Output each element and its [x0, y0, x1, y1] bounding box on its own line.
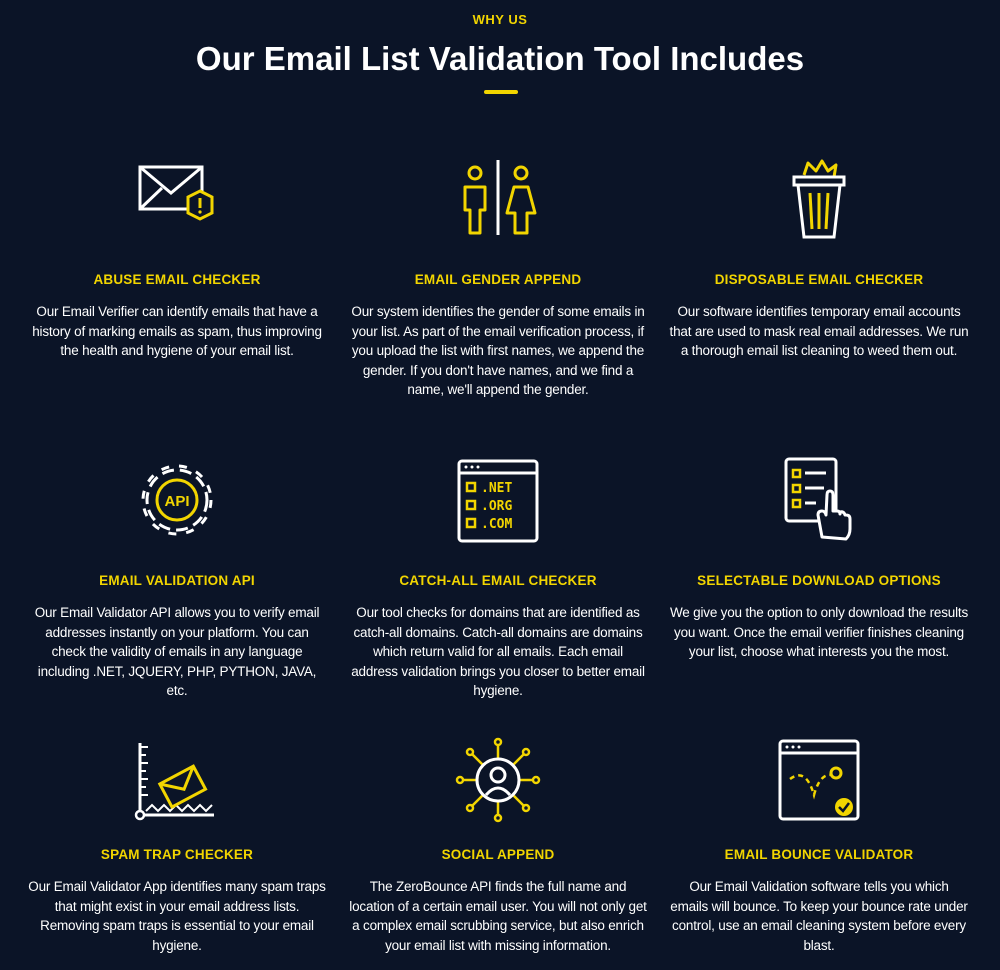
svg-text:API: API	[164, 493, 190, 510]
feature-card-gender	[333, 155, 663, 400]
domain-label: .NET	[481, 481, 513, 496]
feature-title: EMAIL GENDER APPEND	[414, 272, 582, 287]
feature-description: Our Email Validation software tells you which emails will bounce. To keep your bounce rate under control, use an email cleaning system before every blast.	[670, 879, 968, 953]
section-title: Our Email List Validation Tool Includes	[195, 40, 805, 77]
feature-description: Our system identifies the gender of some emails in your list. As part of the email verification process, if you upload the list with first names, we append the gender. If you don't have names, and we find a name, we'll append the gender.	[351, 304, 645, 397]
bounce-browser-icon	[774, 735, 864, 825]
feature-title: SELECTABLE DOWNLOAD OPTIONS	[697, 573, 941, 588]
feature-description: Our software identifies temporary email accounts that are used to mask real email addresses. We run a thorough email list cleaning to weed them out.	[669, 304, 969, 358]
domain-label: .ORG	[481, 499, 513, 514]
feature-title: EMAIL VALIDATION API	[99, 573, 255, 588]
trash-bin-icon	[774, 155, 864, 245]
feature-card-download	[654, 455, 984, 662]
feature-title: SPAM TRAP CHECKER	[100, 847, 254, 862]
spam-trap-icon	[132, 735, 222, 825]
gender-icon	[453, 155, 543, 245]
social-network-icon	[453, 735, 543, 825]
feature-card-catchall	[333, 455, 663, 701]
feature-card-abuse	[12, 155, 342, 361]
feature-card-social	[333, 735, 663, 955]
feature-title: DISPOSABLE EMAIL CHECKER	[714, 272, 924, 287]
feature-title: ABUSE EMAIL CHECKER	[93, 272, 261, 287]
checklist-hand-icon	[774, 455, 864, 545]
feature-description: Our Email Validator API allows you to verify email addresses instantly on your platform. You can check the validity of emails in any language including .NET, JQUERY, PHP, PYTHON, JAVA, etc.	[34, 605, 320, 698]
eyebrow: WHY US	[472, 12, 528, 27]
feature-description: Our Email Validator App identifies many spam traps that might exist in your email address lists. Removing spam traps is essential to your email hygiene.	[28, 879, 326, 953]
domain-label: .COM	[481, 517, 513, 532]
domain-browser-icon	[453, 455, 543, 545]
feature-card-api	[12, 455, 342, 701]
title-underline	[484, 90, 518, 94]
feature-description: The ZeroBounce API finds the full name and location of a certain email user. You will not only get a complex email scrubbing service, but also enrich your email list with missing information.	[349, 879, 647, 953]
feature-card-bounce	[654, 735, 984, 955]
feature-description: Our Email Verifier can identify emails that have a history of marking emails as spam, thus improving the health and hygiene of your email list.	[32, 304, 322, 358]
feature-card-spamtrap	[12, 735, 342, 955]
envelope-alert-icon	[132, 155, 222, 245]
feature-title: EMAIL BOUNCE VALIDATOR	[724, 847, 914, 862]
feature-card-disposable	[654, 155, 984, 361]
feature-description: We give you the option to only download the results you want. Once the email verifier finishes cleaning your list, choose what interests you the most.	[670, 605, 968, 659]
feature-description: Our tool checks for domains that are identified as catch-all domains. Catch-all domains are domains which return valid for all emails. Each email address validation brings you closer to better email hygiene.	[351, 605, 645, 698]
api-gear-icon	[132, 455, 222, 545]
feature-title: SOCIAL APPEND	[441, 847, 555, 862]
feature-title: CATCH-ALL EMAIL CHECKER	[399, 573, 597, 588]
